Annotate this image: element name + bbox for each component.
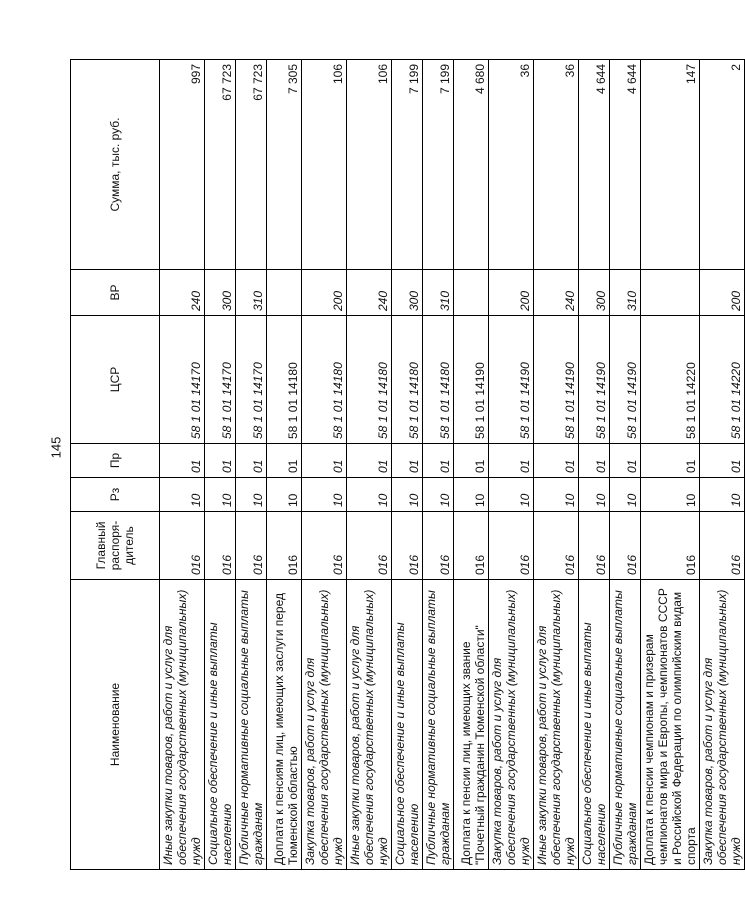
cell-gr: 016 — [489, 512, 534, 580]
cell-vr: 300 — [392, 270, 423, 316]
cell-vr: 240 — [347, 270, 392, 316]
cell-gr: 016 — [579, 512, 610, 580]
cell-name: Доплата к пенсии лиц, имеющих звание "Почетный гражданин Тюменской области" — [454, 580, 489, 870]
cell-pr: 01 — [641, 444, 700, 478]
cell-vr: 200 — [700, 270, 745, 316]
cell-name: Иные закупки товаров, работ и услуг для обеспечения государственных (муниципальных) нужд — [160, 580, 205, 870]
cell-sum: 67 723 — [236, 60, 267, 270]
table-row — [392, 60, 423, 870]
cell-csr: 58 1 01 14170 — [236, 316, 267, 444]
cell-rz: 10 — [489, 478, 534, 512]
cell-vr: 240 — [534, 270, 579, 316]
cell-name: Публичные нормативные социальные выплаты гражданам — [423, 580, 454, 870]
cell-csr: 58 1 01 14190 — [579, 316, 610, 444]
cell-name: Публичные нормативные социальные выплаты гражданам — [236, 580, 267, 870]
cell-pr: 01 — [534, 444, 579, 478]
cell-gr: 016 — [205, 512, 236, 580]
budget-table — [70, 59, 745, 870]
cell-csr: 58 1 01 14190 — [489, 316, 534, 444]
cell-csr: 58 1 01 14180 — [302, 316, 347, 444]
header-vr: ВР — [71, 270, 160, 316]
cell-pr: 01 — [347, 444, 392, 478]
cell-gr: 016 — [610, 512, 641, 580]
cell-sum: 106 — [302, 60, 347, 270]
table-row — [236, 60, 267, 870]
cell-vr: 200 — [302, 270, 347, 316]
cell-csr: 58 1 01 14220 — [700, 316, 745, 444]
cell-vr: 310 — [610, 270, 641, 316]
table-body — [160, 60, 745, 870]
cell-pr: 01 — [610, 444, 641, 478]
cell-pr: 01 — [392, 444, 423, 478]
cell-gr: 016 — [267, 512, 302, 580]
cell-sum: 106 — [347, 60, 392, 270]
cell-csr: 58 1 01 14180 — [392, 316, 423, 444]
cell-pr: 01 — [423, 444, 454, 478]
table-row — [700, 60, 745, 870]
cell-csr: 58 1 01 14190 — [534, 316, 579, 444]
cell-rz: 10 — [454, 478, 489, 512]
cell-sum: 36 — [534, 60, 579, 270]
table-row — [160, 60, 205, 870]
cell-rz: 10 — [302, 478, 347, 512]
cell-vr: 300 — [579, 270, 610, 316]
cell-gr: 016 — [347, 512, 392, 580]
cell-sum: 4 644 — [579, 60, 610, 270]
cell-pr: 01 — [236, 444, 267, 478]
cell-gr: 016 — [534, 512, 579, 580]
cell-sum: 4 644 — [610, 60, 641, 270]
cell-pr: 01 — [302, 444, 347, 478]
budget-table-rotated — [70, 60, 743, 870]
cell-rz: 10 — [700, 478, 745, 512]
cell-gr: 016 — [392, 512, 423, 580]
cell-pr: 01 — [579, 444, 610, 478]
header-rz: Рз — [71, 478, 160, 512]
table-row — [205, 60, 236, 870]
cell-name: Социальное обеспечение и иные выплаты населению — [579, 580, 610, 870]
cell-rz: 10 — [392, 478, 423, 512]
cell-vr: 300 — [205, 270, 236, 316]
header-sum: Сумма, тыс. руб. — [71, 60, 160, 270]
cell-sum: 997 — [160, 60, 205, 270]
cell-name: Доплата к пенсии чемпионам и призерам чемпионатов мира и Европы, чемпионатов СССР и Российской Федерации по олимпийским видам спорта — [641, 580, 700, 870]
table-row — [347, 60, 392, 870]
cell-csr: 58 1 01 14170 — [160, 316, 205, 444]
table-row — [302, 60, 347, 870]
table-row — [454, 60, 489, 870]
cell-sum: 147 — [641, 60, 700, 270]
page-number: 145 — [48, 436, 64, 459]
cell-vr — [454, 270, 489, 316]
cell-csr: 58 1 01 14180 — [267, 316, 302, 444]
table-row — [641, 60, 700, 870]
cell-rz: 10 — [160, 478, 205, 512]
cell-csr: 58 1 01 14180 — [347, 316, 392, 444]
cell-rz: 10 — [534, 478, 579, 512]
cell-pr: 01 — [205, 444, 236, 478]
cell-csr: 58 1 01 14180 — [423, 316, 454, 444]
cell-rz: 10 — [267, 478, 302, 512]
cell-name: Социальное обеспечение и иные выплаты населению — [205, 580, 236, 870]
cell-rz: 10 — [579, 478, 610, 512]
table-row — [579, 60, 610, 870]
table-row — [423, 60, 454, 870]
table-row — [610, 60, 641, 870]
cell-vr — [641, 270, 700, 316]
cell-gr: 016 — [236, 512, 267, 580]
cell-gr: 016 — [641, 512, 700, 580]
cell-csr: 58 1 01 14220 — [641, 316, 700, 444]
cell-vr: 240 — [160, 270, 205, 316]
cell-vr: 310 — [423, 270, 454, 316]
cell-gr: 016 — [454, 512, 489, 580]
cell-gr: 016 — [302, 512, 347, 580]
cell-gr: 016 — [700, 512, 745, 580]
cell-pr: 01 — [160, 444, 205, 478]
cell-rz: 10 — [205, 478, 236, 512]
cell-csr: 58 1 01 14190 — [610, 316, 641, 444]
cell-csr: 58 1 01 14170 — [205, 316, 236, 444]
cell-name: Доплата к пенсиям лиц, имеющих заслуги перед Тюменской областью — [267, 580, 302, 870]
cell-vr — [267, 270, 302, 316]
cell-rz: 10 — [610, 478, 641, 512]
table-row — [267, 60, 302, 870]
cell-pr: 01 — [700, 444, 745, 478]
cell-gr: 016 — [423, 512, 454, 580]
table-header-row — [71, 60, 160, 870]
table-row — [534, 60, 579, 870]
cell-sum: 2 — [700, 60, 745, 270]
cell-name: Закупка товаров, работ и услуг для обеспечения государственных (муниципальных) нужд — [700, 580, 745, 870]
cell-name: Закупка товаров, работ и услуг для обеспечения государственных (муниципальных) нужд — [489, 580, 534, 870]
cell-name: Социальное обеспечение и иные выплаты населению — [392, 580, 423, 870]
cell-sum: 36 — [489, 60, 534, 270]
cell-gr: 016 — [160, 512, 205, 580]
cell-name: Закупка товаров, работ и услуг для обеспечения государственных (муниципальных) нужд — [302, 580, 347, 870]
cell-name: Иные закупки товаров, работ и услуг для обеспечения государственных (муниципальных) нужд — [534, 580, 579, 870]
cell-pr: 01 — [454, 444, 489, 478]
table-row — [489, 60, 534, 870]
cell-sum: 7 199 — [423, 60, 454, 270]
cell-rz: 10 — [641, 478, 700, 512]
cell-vr: 200 — [489, 270, 534, 316]
cell-rz: 10 — [236, 478, 267, 512]
cell-name: Публичные нормативные социальные выплаты гражданам — [610, 580, 641, 870]
header-csr: ЦСР — [71, 316, 160, 444]
cell-vr: 310 — [236, 270, 267, 316]
header-glavny: Главный распоря-дитель — [71, 512, 160, 580]
cell-csr: 58 1 01 14190 — [454, 316, 489, 444]
cell-rz: 10 — [347, 478, 392, 512]
cell-rz: 10 — [423, 478, 454, 512]
header-pr: Пр — [71, 444, 160, 478]
cell-sum: 67 723 — [205, 60, 236, 270]
cell-name: Иные закупки товаров, работ и услуг для обеспечения государственных (муниципальных) нужд — [347, 580, 392, 870]
header-name: Наименование — [71, 580, 160, 870]
cell-pr: 01 — [489, 444, 534, 478]
cell-sum: 7 305 — [267, 60, 302, 270]
cell-pr: 01 — [267, 444, 302, 478]
cell-sum: 7 199 — [392, 60, 423, 270]
cell-sum: 4 680 — [454, 60, 489, 270]
